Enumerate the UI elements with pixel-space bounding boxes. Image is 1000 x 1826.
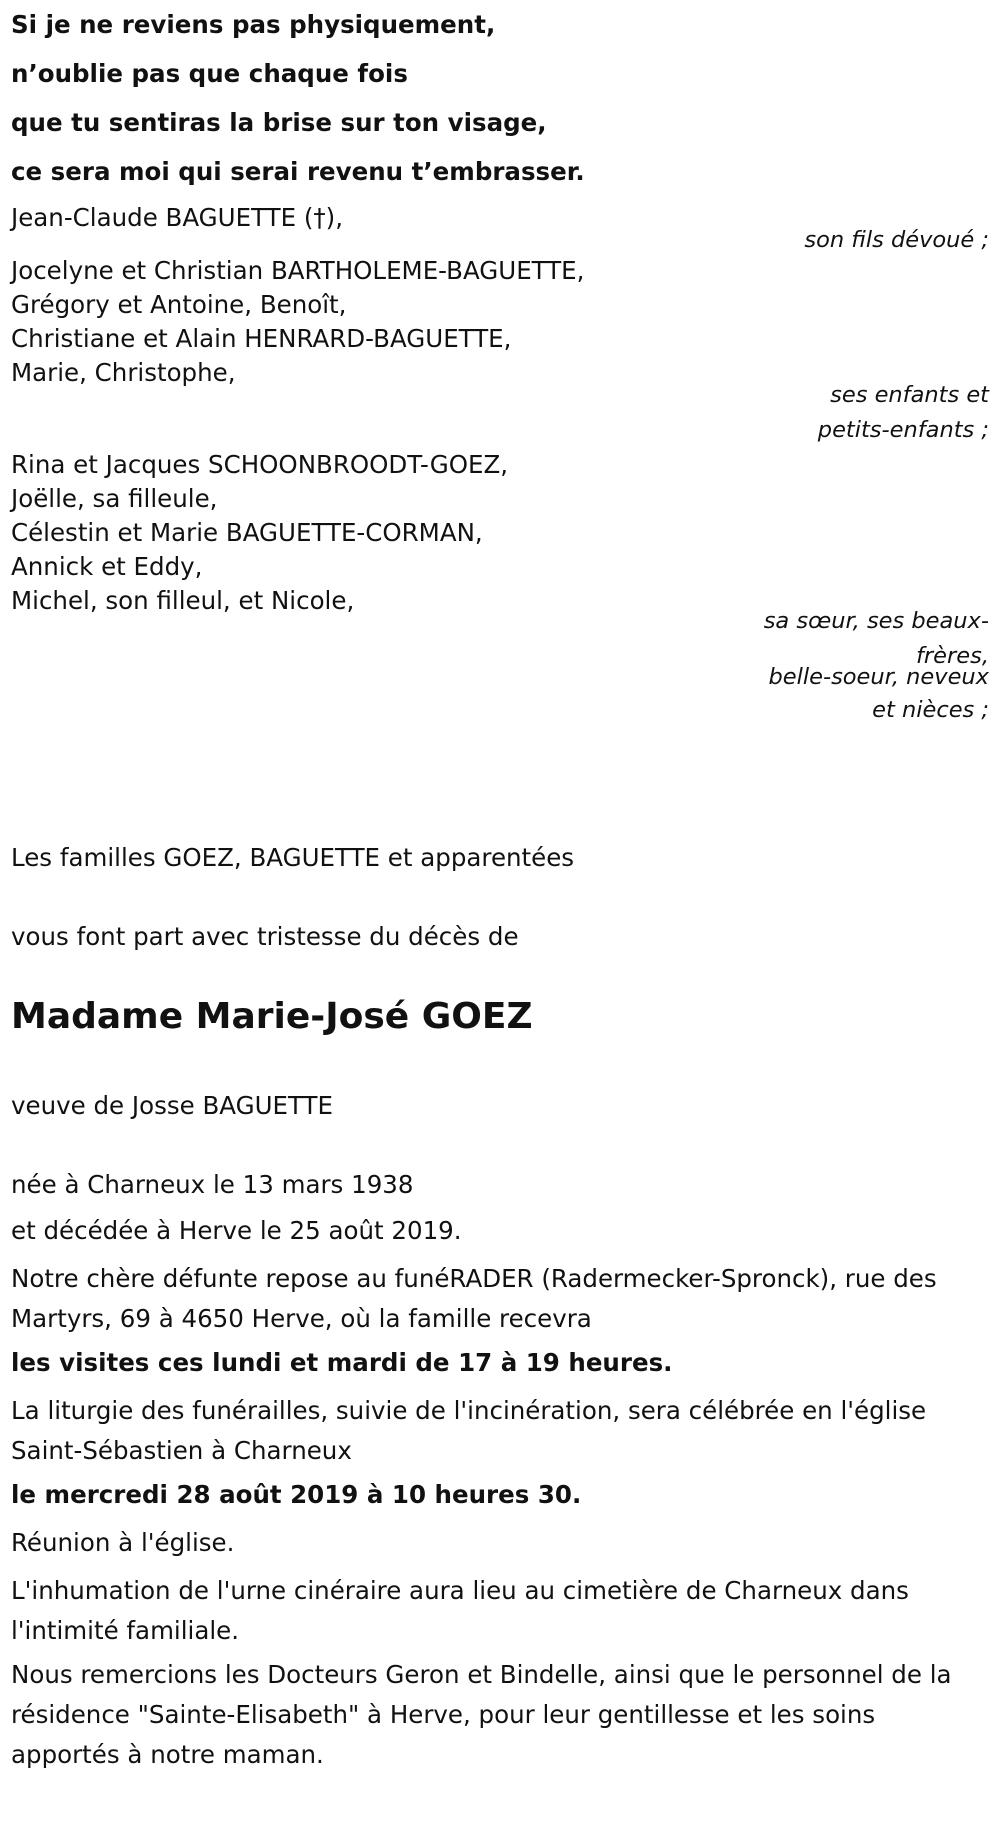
family-member: Jocelyne et Christian BARTHOLEME-BAGUETTE, xyxy=(11,256,585,285)
poem-line: ce sera moi qui serai revenu t’embrasser. xyxy=(11,157,585,186)
birth-line: née à Charneux le 13 mars 1938 xyxy=(11,1170,414,1199)
family-role: et nièces ; xyxy=(872,697,989,723)
deceased-name: Madame Marie-José GOEZ xyxy=(11,996,533,1037)
ceremony-date-line: le mercredi 28 août 2019 à 10 heures 30. xyxy=(11,1480,582,1509)
family-member: Annick et Eddy, xyxy=(11,552,203,581)
rest-paragraph: Notre chère défunte repose au funéRADER (Radermecker-Spronck), rue des Martyrs, 69 à 4650 Herve, où la famille recevra xyxy=(11,1264,937,1333)
family-role: frères, xyxy=(916,643,989,669)
family-member: Christiane et Alain HENRARD-BAGUETTE, xyxy=(11,324,512,353)
family-group xyxy=(11,256,991,443)
poem-line: Si je ne reviens pas physiquement, xyxy=(11,10,496,39)
family-role: ses enfants et xyxy=(830,382,989,408)
obituary-document xyxy=(11,0,991,1769)
poem-line: n’oublie pas que chaque fois xyxy=(11,59,408,88)
families-line: Les familles GOEZ, BAGUETTE et apparentées xyxy=(11,843,575,872)
family-group xyxy=(11,203,991,253)
family-group xyxy=(11,450,991,723)
family-role: son fils dévoué ; xyxy=(804,227,989,253)
widow-of-line: veuve de Josse BAGUETTE xyxy=(11,1091,333,1120)
announcement-line: vous font part avec tristesse du décès de xyxy=(11,922,519,951)
family-member: Marie, Christophe, xyxy=(11,358,236,387)
liturgy-paragraph: La liturgie des funérailles, suivie de l'incinération, sera célébrée en l'église Saint-Sébastien à Charneux xyxy=(11,1396,927,1465)
meeting-line: Réunion à l'église. xyxy=(11,1528,235,1557)
family-member: Joëlle, sa filleule, xyxy=(11,484,218,513)
family-role: belle-soeur, neveux xyxy=(768,664,989,690)
poem xyxy=(11,0,991,186)
family-role: petits-enfants ; xyxy=(817,417,989,443)
poem-line: que tu sentiras la brise sur ton visage, xyxy=(11,108,547,137)
death-line: et décédée à Herve le 25 août 2019. xyxy=(11,1216,462,1245)
thanks-paragraph: Nous remercions les Docteurs Geron et Bindelle, ainsi que le personnel de la résidence "Sainte-Elisabeth" à Herve, pour leur gentillesse et les soins apportés à notre maman. xyxy=(11,1660,952,1769)
family-role: sa sœur, ses beaux- xyxy=(763,608,989,634)
burial-paragraph: L'inhumation de l'urne cinéraire aura lieu au cimetière de Charneux dans l'intimité familiale. xyxy=(11,1576,909,1645)
family-member: Grégory et Antoine, Benoît, xyxy=(11,290,347,319)
details-block xyxy=(11,1165,989,1775)
family-member: Célestin et Marie BAGUETTE-CORMAN, xyxy=(11,518,483,547)
family-member: Jean-Claude BAGUETTE (†), xyxy=(11,203,344,232)
family-member: Michel, son filleul, et Nicole, xyxy=(11,586,355,615)
family-member: Rina et Jacques SCHOONBROODT-GOEZ, xyxy=(11,450,509,479)
visits-line: les visites ces lundi et mardi de 17 à 19 heures. xyxy=(11,1348,673,1377)
